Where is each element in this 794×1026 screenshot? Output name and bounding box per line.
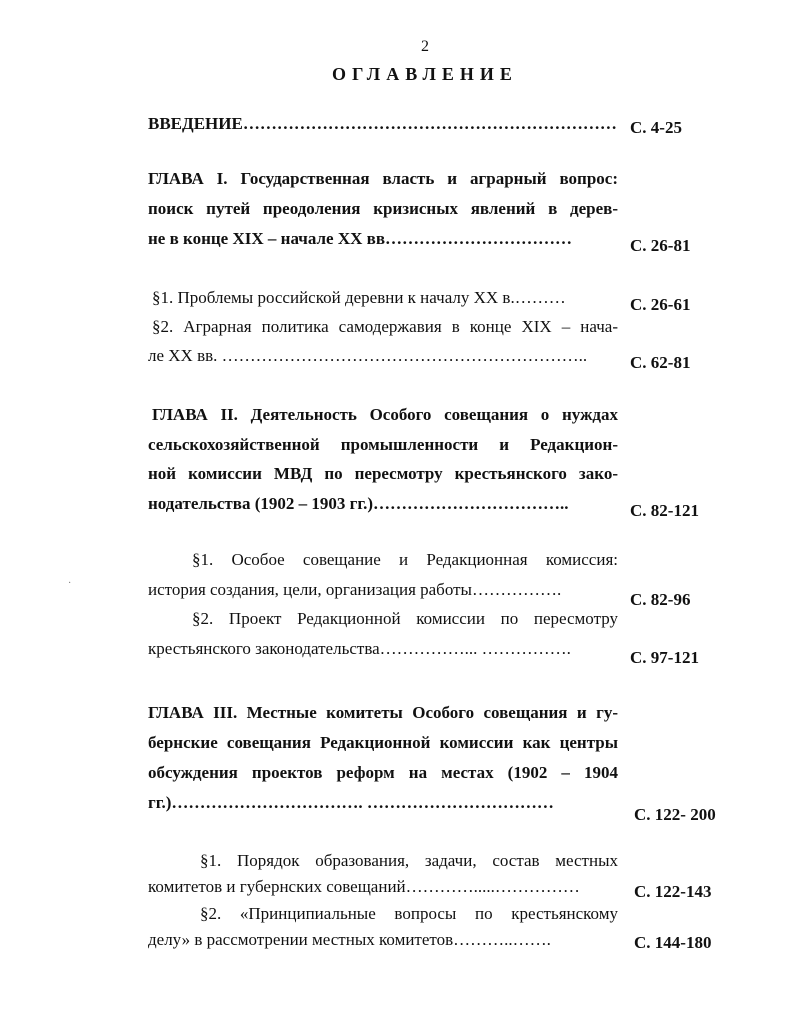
toc-ch3-line: гг.)……………………………. …………………………… — [148, 793, 554, 812]
toc-ch1-s2-pages: С. 62-81 — [630, 353, 691, 372]
toc-ch2-s2-line: §2. Проект Редакционной комиссии по пересмотру — [192, 609, 618, 628]
toc-ch1-s1-text: §1. Проблемы российской деревни к началу XX в.……… — [152, 288, 566, 307]
toc-ch1-line: ГЛАВА I. Государственная власть и аграрный вопрос: — [148, 169, 618, 188]
toc-ch3-s1-pages: С. 122-143 — [634, 882, 712, 901]
toc-ch3-s2-pages: С. 144-180 — [634, 933, 712, 952]
page-title: ОГЛАВЛЕНИЕ — [332, 64, 518, 84]
toc-ch2-s2-pages: С. 97-121 — [630, 648, 699, 667]
toc-ch2-s1-line: §1. Особое совещание и Редакционная комиссия: — [192, 550, 618, 569]
toc-ch1-s2-line: ле XX вв. ……………………………………………………….. — [148, 346, 588, 365]
toc-ch3-line: ГЛАВА III. Местные комитеты Особого совещания и гу- — [148, 703, 618, 722]
toc-ch1-line: не в конце XIX – начале XX вв…………………………… — [148, 229, 572, 248]
toc-ch3-line: бернские совещания Редакционной комиссии как центры — [148, 733, 618, 752]
toc-ch2-s1-line: история создания, цели, организация работы……………. — [148, 580, 562, 599]
toc-intro-pages: С. 4-25 — [630, 118, 682, 137]
toc-ch1-pages: С. 26-81 — [630, 236, 691, 255]
toc-ch3-s1-line: §1. Порядок образования, задачи, состав местных — [200, 851, 618, 870]
toc-ch3-s2-line: §2. «Принципиальные вопросы по крестьянскому — [200, 904, 618, 923]
margin-mark: · — [68, 578, 72, 589]
toc-ch2-line: нодательства (1902 – 1903 гг.)…………………………….. — [148, 494, 569, 513]
toc-ch1-s1-pages: С. 26-61 — [630, 295, 691, 314]
toc-intro-text: ВВЕДЕНИЕ………………………………………………………… — [148, 114, 617, 133]
toc-ch3-s1-line: комитетов и губернских совещаний………….....…………… — [148, 877, 580, 896]
toc-ch3-pages: С. 122- 200 — [634, 805, 716, 824]
toc-ch2-s2-line: крестьянского законодательства……………... ……………. — [148, 639, 571, 658]
toc-ch1-s2-line: §2. Аграрная политика самодержавия в конце XIX – нача- — [152, 317, 618, 336]
toc-ch2-line: сельскохозяйственной промышленности и Редакцион- — [148, 435, 618, 454]
toc-ch2-line: ной комиссии МВД по пересмотру крестьянского зако- — [148, 464, 618, 483]
page-number: 2 — [421, 38, 429, 55]
toc-ch3-line: обсуждения проектов реформ на местах (1902 – 1904 — [148, 763, 618, 782]
toc-ch2-s1-pages: С. 82-96 — [630, 590, 691, 609]
toc-ch2-pages: С. 82-121 — [630, 501, 699, 520]
toc-ch1-line: поиск путей преодоления кризисных явлений в дерев- — [148, 199, 618, 218]
toc-ch2-line: ГЛАВА II. Деятельность Особого совещания о нуждах — [152, 405, 618, 424]
toc-ch3-s2-line: делу» в рассмотрении местных комитетов………..……. — [148, 930, 551, 949]
